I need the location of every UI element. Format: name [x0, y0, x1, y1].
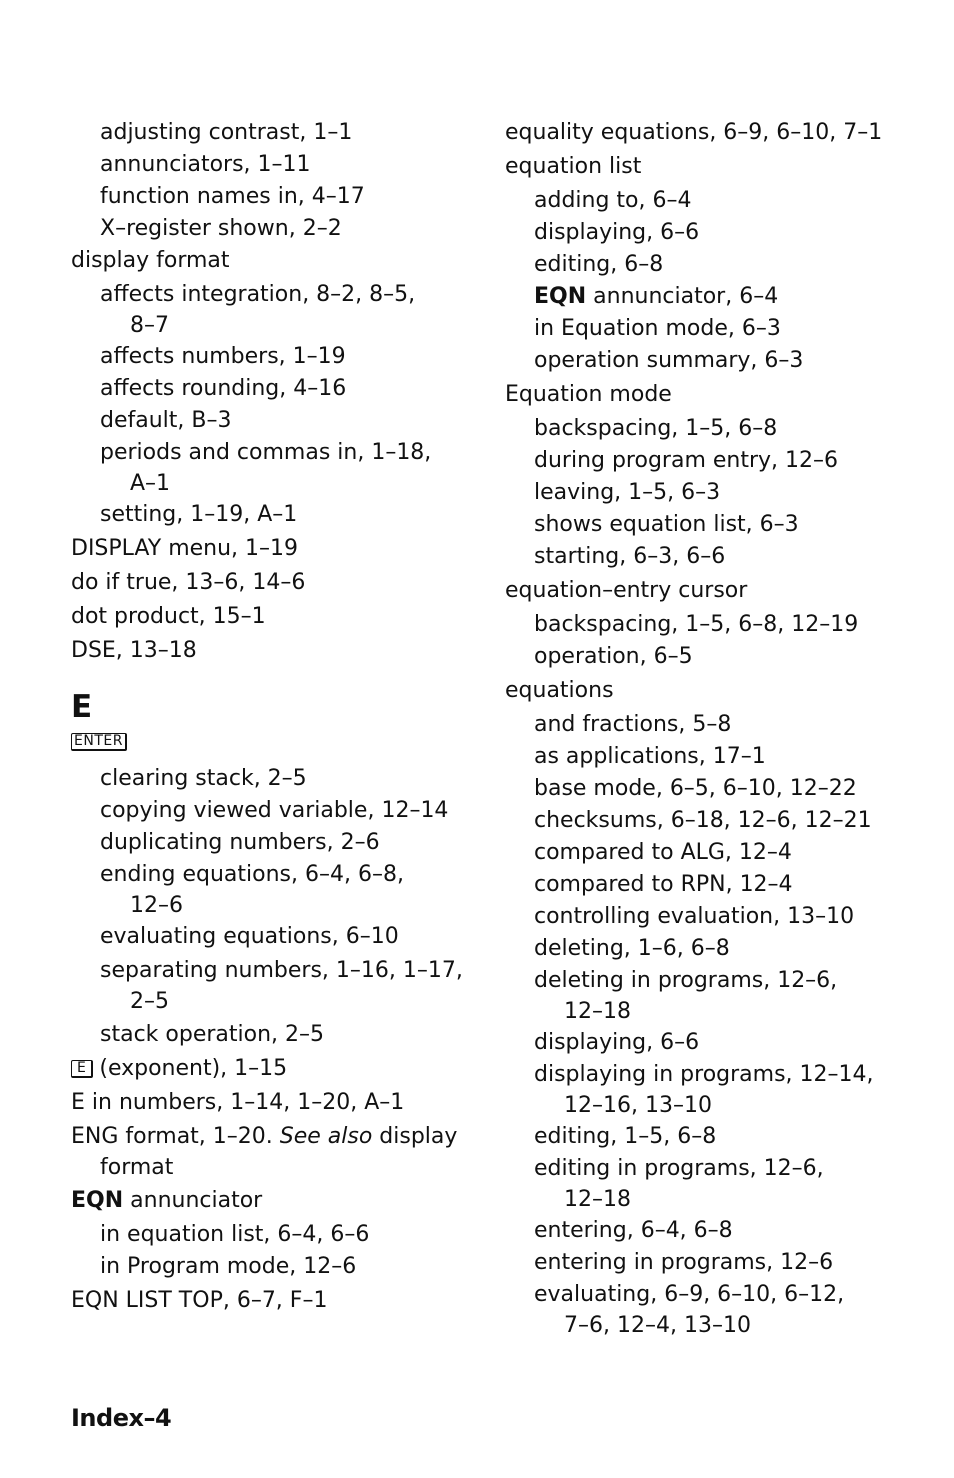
- index-heading-entry: equation list: [505, 154, 642, 179]
- index-entry: adjusting contrast, 1–1: [100, 120, 353, 145]
- index-entry-continuation: 8–7: [130, 313, 169, 338]
- index-entry: annunciators, 1–11: [100, 152, 311, 177]
- e-key-icon: E: [71, 1060, 93, 1078]
- index-entry: evaluating, 6–9, 6–10, 6–12,: [534, 1282, 845, 1307]
- index-entry-text: annunciator, 6–4: [586, 284, 779, 309]
- index-entry: during program entry, 12–6: [534, 448, 839, 473]
- index-heading-entry: [71, 1053, 471, 1085]
- index-entry: controlling evaluation, 13–10: [534, 904, 855, 929]
- index-heading-entry: E in numbers, 1–14, 1–20, A–1: [71, 1090, 405, 1115]
- index-entry: in Program mode, 12–6: [100, 1254, 357, 1279]
- index-entry: X–register shown, 2–2: [100, 216, 342, 241]
- index-entry: and fractions, 5–8: [534, 712, 732, 737]
- index-entry: affects numbers, 1–19: [100, 344, 346, 369]
- index-entry: editing, 6–8: [534, 252, 664, 277]
- index-entry: editing in programs, 12–6,: [534, 1156, 824, 1181]
- index-entry: backspacing, 1–5, 6–8: [534, 416, 778, 441]
- index-heading-entry: EQN LIST TOP, 6–7, F–1: [71, 1288, 328, 1313]
- index-entry: deleting in programs, 12–6,: [534, 968, 838, 993]
- index-entry: checksums, 6–18, 12–6, 12–21: [534, 808, 872, 833]
- index-entry: starting, 6–3, 6–6: [534, 544, 726, 569]
- index-entry: leaving, 1–5, 6–3: [534, 480, 721, 505]
- index-entry: editing, 1–5, 6–8: [534, 1124, 717, 1149]
- index-entry-continuation: 12–18: [564, 999, 631, 1024]
- index-heading-entry: dot product, 15–1: [71, 604, 266, 629]
- index-heading-entry: equation–entry cursor: [505, 578, 748, 603]
- index-heading-entry: [71, 729, 471, 755]
- index-entry-text: annunciator: [123, 1188, 263, 1213]
- index-entry: clearing stack, 2–5: [100, 766, 307, 791]
- index-entry: backspacing, 1–5, 6–8, 12–19: [534, 612, 859, 637]
- index-entry: ending equations, 6–4, 6–8,: [100, 862, 404, 887]
- index-heading-entry: [71, 1185, 471, 1217]
- see-also-text: See also: [279, 1124, 373, 1149]
- index-entry: periods and commas in, 1–18,: [100, 440, 432, 465]
- index-entry: duplicating numbers, 2–6: [100, 830, 380, 855]
- index-heading-entry: display format: [71, 248, 230, 273]
- index-entry: setting, 1–19, A–1: [100, 502, 298, 527]
- index-entry-text: display: [372, 1124, 458, 1149]
- index-entry: in Equation mode, 6–3: [534, 316, 781, 341]
- page-number-footer: Index–4: [71, 1404, 172, 1432]
- index-entry: [534, 281, 945, 313]
- index-entry: function names in, 4–17: [100, 184, 365, 209]
- index-entry: operation summary, 6–3: [534, 348, 804, 373]
- index-entry: displaying, 6–6: [534, 1030, 700, 1055]
- section-letter: E: [71, 689, 93, 725]
- index-heading-entry: DISPLAY menu, 1–19: [71, 536, 299, 561]
- index-entry-continuation: 12–18: [564, 1187, 631, 1212]
- index-entry: shows equation list, 6–3: [534, 512, 799, 537]
- index-entry: affects rounding, 4–16: [100, 376, 347, 401]
- enter-key-icon: ENTER: [71, 733, 127, 751]
- index-entry: default, B–3: [100, 408, 232, 433]
- index-entry: separating numbers, 1–16, 1–17,: [100, 958, 463, 983]
- index-heading-entry: equality equations, 6–9, 6–10, 7–1: [505, 120, 883, 145]
- index-heading-entry: Equation mode: [505, 382, 672, 407]
- index-entry-continuation: 2–5: [130, 989, 169, 1014]
- index-entry: entering in programs, 12–6: [534, 1250, 834, 1275]
- eqn-annunciator-label: EQN: [534, 284, 587, 309]
- index-entry: copying viewed variable, 12–14: [100, 798, 449, 823]
- index-entry: base mode, 6–5, 6–10, 12–22: [534, 776, 857, 801]
- index-entry: as applications, 17–1: [534, 744, 766, 769]
- index-entry: evaluating equations, 6–10: [100, 924, 399, 949]
- index-heading-entry: DSE, 13–18: [71, 638, 197, 663]
- index-entry-continuation: 12–16, 13–10: [564, 1093, 712, 1118]
- index-heading-entry: [71, 1121, 471, 1153]
- eqn-annunciator-label: EQN: [71, 1188, 124, 1213]
- index-column-left: [71, 117, 471, 1317]
- index-entry: compared to RPN, 12–4: [534, 872, 793, 897]
- index-heading-entry: do if true, 13–6, 14–6: [71, 570, 306, 595]
- index-column-right: [505, 117, 945, 1341]
- index-entry: affects integration, 8–2, 8–5,: [100, 282, 416, 307]
- index-entry-continuation: 12–6: [130, 893, 183, 918]
- index-entry: deleting, 1–6, 6–8: [534, 936, 730, 961]
- index-entry: displaying, 6–6: [534, 220, 700, 245]
- index-entry: displaying in programs, 12–14,: [534, 1062, 874, 1087]
- index-entry: adding to, 6–4: [534, 188, 692, 213]
- index-entry-continuation: format: [100, 1155, 174, 1180]
- index-heading-entry: equations: [505, 678, 614, 703]
- index-entry: stack operation, 2–5: [100, 1022, 325, 1047]
- index-entry-text: (exponent), 1–15: [99, 1056, 288, 1081]
- index-entry: compared to ALG, 12–4: [534, 840, 792, 865]
- index-entry: in equation list, 6–4, 6–6: [100, 1222, 370, 1247]
- index-entry-continuation: 7–6, 12–4, 13–10: [564, 1313, 751, 1338]
- index-entry-text: ENG format, 1–20.: [71, 1124, 280, 1149]
- index-entry-continuation: A–1: [130, 471, 171, 496]
- index-entry: operation, 6–5: [534, 644, 693, 669]
- index-entry: entering, 6–4, 6–8: [534, 1218, 733, 1243]
